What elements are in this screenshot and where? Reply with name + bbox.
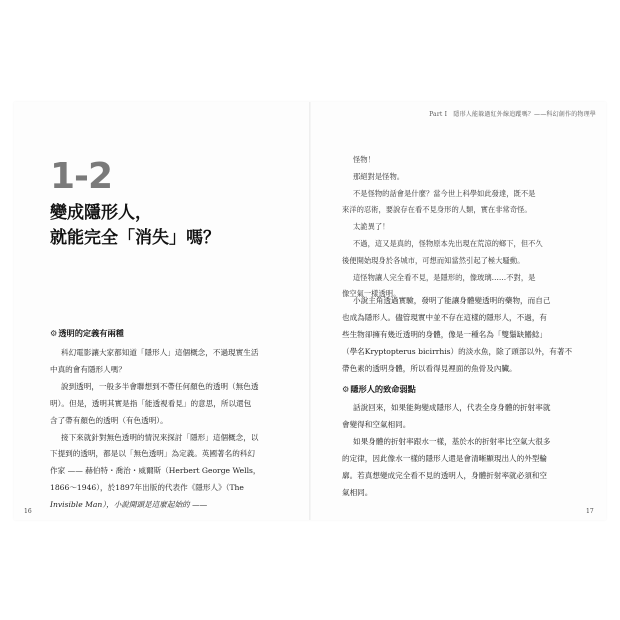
text-line: 廓。若真想變成完全看不見的透明人，身體折射率就必須和空 [342,470,548,480]
text-line: 帶色素的透明身體，所以看得見裡面的魚骨及內臟。 [342,363,517,373]
text-line: 的定律，因此像水一樣的隱形人還是會清晰顯現出人的外型輪 [342,453,548,463]
quote-line: 像空氣一樣透明。 [342,289,401,299]
quote-line: 太詭異了！ [353,222,390,232]
quote-line: 來洋的忍術，要說存在看不見身形的人類，實在非常奇怪。 [342,205,532,215]
quote-line: 怪物！ [353,155,375,164]
text-line: 明）。但是，透明其實是指「能透視看見」的意思，所以還包 [50,398,252,408]
page-number-right: 17 [586,508,594,515]
quote-line: 不過，這又是真的，怪物原本先出現在荒涼的鄉下，但不久 [353,238,543,248]
right-body-paragraph-2 [342,400,582,501]
text-line: 1866～1946），於1897年出版的代表作《隱形人》（The [50,483,244,493]
text-line: 會變得和空氣相同。 [342,419,411,429]
section-heading-definition [50,328,124,339]
text-line: 科幻電影讓大家都知道「隱形人」這個概念，不過現實生活 [61,348,259,357]
section-heading-text: 隱形人的致命弱點 [350,384,416,394]
right-body-paragraph-1 [342,293,582,378]
text-line: 話說回來，如果能夠變成隱形人，代表全身身體的折射率就 [353,403,551,412]
text-line: 說到透明，一般多半會聯想到不帶任何顏色的透明（無色透 [61,381,259,391]
quote-line: 後便開始現身於各城市，可想而知當然引起了極大騷動。 [342,255,525,265]
book-gutter [309,102,311,520]
text-line: 作家 —— 赫伯特・喬治・威爾斯（Herbert George Wells， [50,466,261,476]
text-line: 接下來就針對無色透明的情況來探討「隱形」這個概念，以 [61,432,259,442]
text-line: 如果身體的折射率跟水一樣，基於水的折射率比空氣大很多 [353,436,551,446]
chapter-title-line: 變成隱形人， [50,203,152,223]
chapter-title [50,201,220,251]
quote-line: 這怪物讓人完全看不見，是隱形的，像玻璃……不對，是 [353,272,536,282]
section-heading-weakness [342,384,416,395]
gear-bullet-icon: ⚙ [50,328,58,338]
text-line: 氣相同。 [342,487,373,497]
quote-line: 不是怪物的話會是什麼？當今世上科學如此發達，既不是 [353,188,536,198]
novel-quote [342,152,582,303]
left-body-text [50,345,268,514]
text-line: （學名Kryptopterus bicirrhis）的淡水魚，除了頭部以外，有著不 [342,346,573,356]
running-head: Part I 隱形人能躲過紅外線追蹤嗎？——科幻創作的物理學 [429,111,596,118]
text-line: 含了帶有顏色的透明（有色透明）。 [50,415,168,425]
text-line: 些生物卻擁有幾近透明的身體，像是一種名為「雙鬚缺鰭鯰」 [342,329,548,339]
chapter-number: 1-2 [50,156,113,197]
text-line: 也成為隱形人。儘管現實中並不存在這樣的隱形人，不過，有 [342,312,548,322]
text-line: 小說主角透過實驗，發明了能讓身體變透明的藥物，而自己 [353,296,551,305]
text-line: 下提到的透明，都是以「無色透明」為定義。英國著名的科幻 [50,449,256,459]
quote-line: 那絕對是怪物。 [353,171,405,181]
section-heading-text: 透明的定義有兩種 [58,328,124,338]
text-line: 中真的會有隱形人嗎？ [50,364,126,374]
gear-bullet-icon: ⚙ [342,384,350,394]
text-line: Invisible Man），小說開頭是這麼起始的 —— [50,500,208,510]
chapter-title-line: 就能完全「消失」嗎？ [50,228,220,248]
page-number-left: 16 [24,508,32,515]
